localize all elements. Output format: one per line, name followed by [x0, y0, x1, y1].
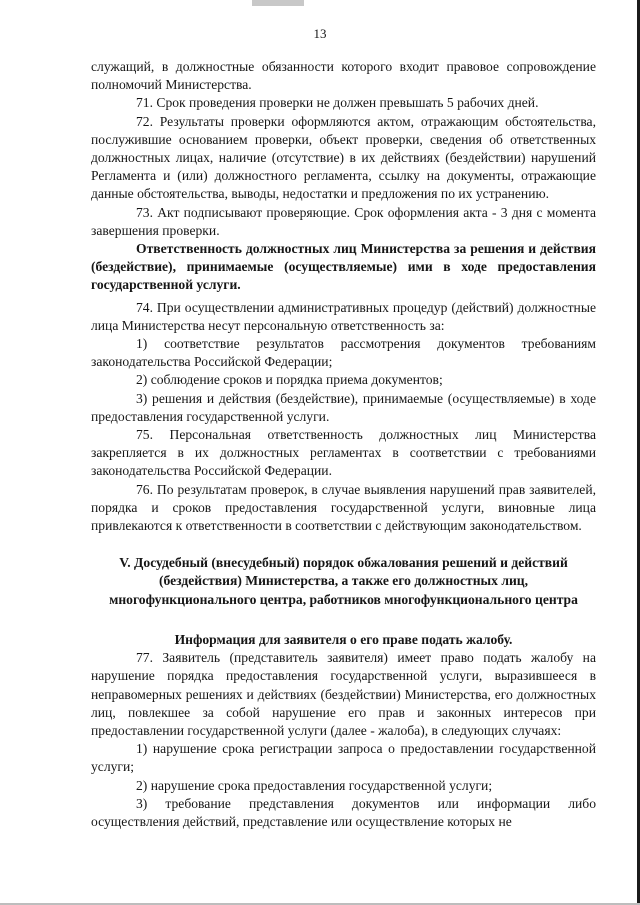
complaint-case-3: 3) требование представления документов или информации либо осуществления действий, представление или осуществление которых не: [91, 795, 596, 829]
paragraph-72: 72. Результаты проверки оформляются актом, отражающим обстоятельства, послужившие основанием проверки, объект проверки, сведения об ответственных должностных лицах, наличие (отсутствие) в их действиях (бездействии) нарушений Регламента и (или) должностного регламента, ссылку на документы, отражающие данные обстоятельства, выводы, недостатки и предложения по их устранению.: [91, 113, 596, 202]
paragraph-71: 71. Срок проведения проверки не должен превышать 5 рабочих дней.: [136, 95, 539, 111]
list-item-1: 1) соответствие результатов рассмотрения документов требованиям законодательства Российской Федерации;: [91, 336, 596, 370]
subheading-complaint-right: Информация для заявителя о его праве подать жалобу.: [174, 631, 513, 647]
scan-artifact: [252, 0, 304, 6]
list-item-3: 3) решения и действия (бездействие), принимаемые (осуществляемые) в ходе предоставления государственной услуги.: [91, 390, 596, 424]
section-heading-responsibility: Ответственность должностных лиц Министерства за решения и действия (бездействие), принимаемые (осуществляемые) ими в ходе предоставления государственной услуги.: [91, 241, 596, 293]
chapter-heading-v: V. Досудебный (внесудебный) порядок обжалования решений и действий (бездействия) Министерства, а также его должностных лиц, многофункционального центра, работников многофункционального центра: [109, 555, 578, 607]
paragraph-73: 73. Акт подписывают проверяющие. Срок оформления акта - 3 дня с момента завершения проверки.: [91, 204, 596, 238]
document-body: [91, 58, 596, 831]
paragraph-76: 76. По результатам проверок, в случае выявления нарушений прав заявителей, порядка и сроков предоставления государственной услуги, виновные лица привлекаются к ответственности в соответствии с действующим законодательством.: [91, 481, 596, 534]
page-number: 13: [313, 26, 327, 41]
paragraph-74: 74. При осуществлении административных процедур (действий) должностные лица Министерства несут персональную ответственность за:: [91, 299, 596, 333]
paragraph-continuation: служащий, в должностные обязанности которого входит правовое сопровождение полномочий Министерства.: [91, 59, 596, 93]
complaint-case-1: 1) нарушение срока регистрации запроса о предоставлении государственной услуги;: [91, 741, 596, 775]
list-item-2: 2) соблюдение сроков и порядка приема документов;: [136, 372, 443, 388]
paragraph-75: 75. Персональная ответственность должностных лиц Министерства закрепляется в их должностных регламентах в соответствии с требованиями законодательства Российской Федерации.: [91, 427, 596, 479]
paragraph-77: 77. Заявитель (представитель заявителя) имеет право подать жалобу на нарушение порядка предоставления государственной услуги, выразившееся в неправомерных решениях и действиях (бездействии) Министерства, его должностных лиц, повлекшее за собой нарушение его прав и законных интересов при предоставлении государственной услуги (далее - жалоба), в следующих случаях:: [91, 650, 596, 738]
complaint-case-2: 2) нарушение срока предоставления государственной услуги;: [136, 777, 493, 793]
